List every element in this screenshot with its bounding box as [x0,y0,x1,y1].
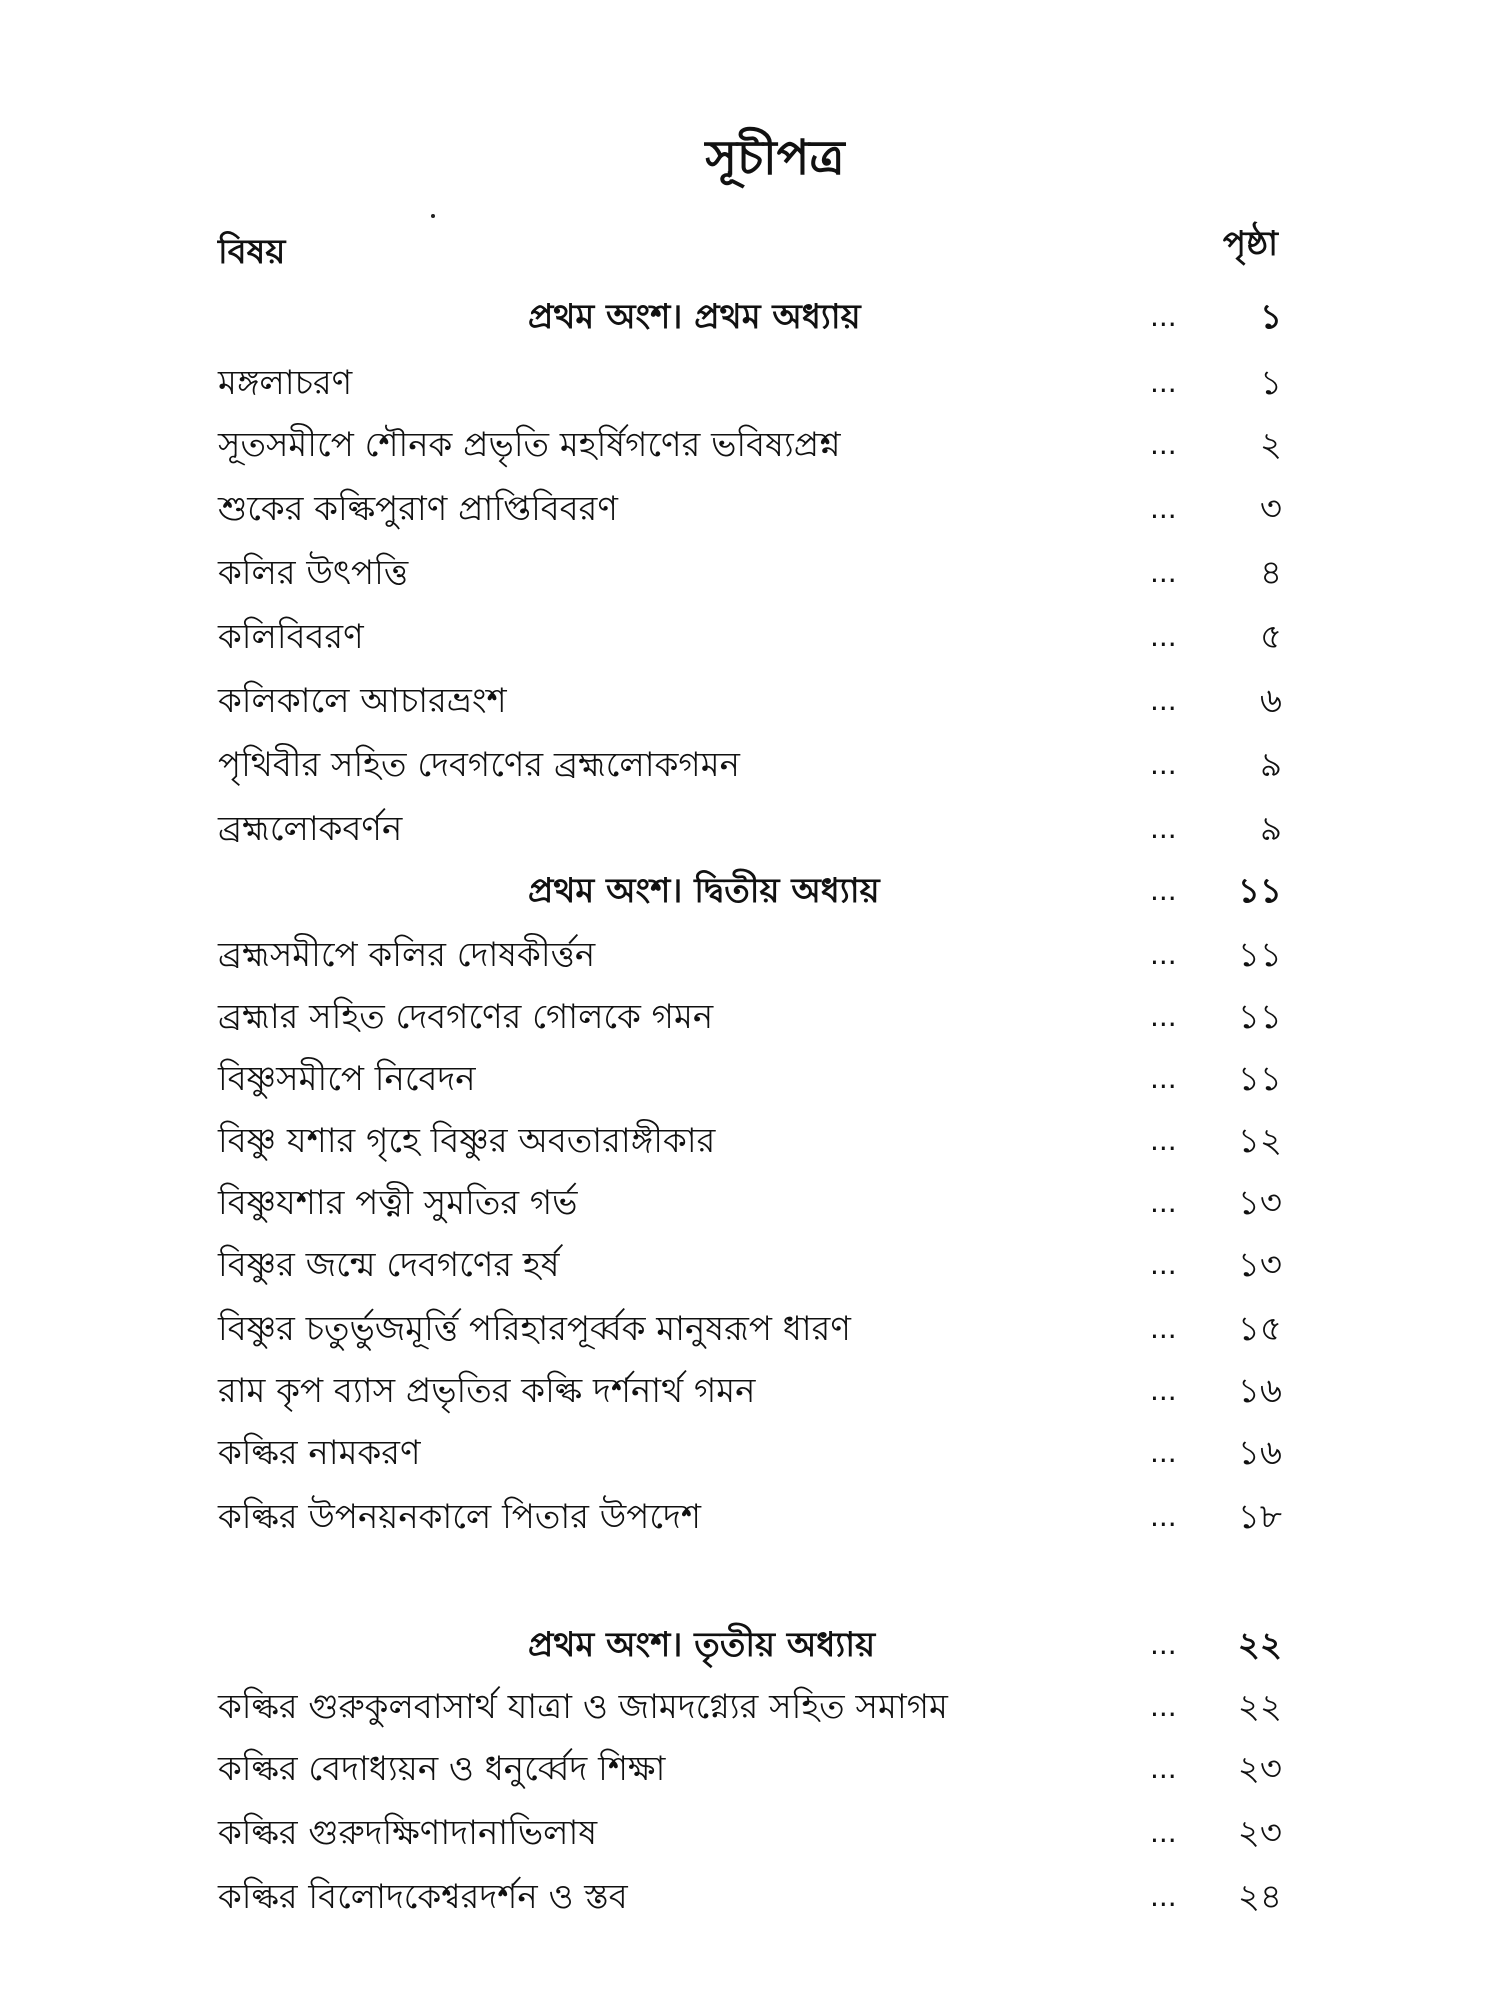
toc-entry [218,484,1282,534]
dot-leader: ... [1150,1062,1177,1095]
entry-title: বিষ্ণুর জন্মে দেবগণের হর্ষ [218,1245,560,1285]
toc-entry [218,1428,1282,1478]
toc-section-heading [218,866,1282,916]
entry-title: কল্কির উপনয়নকালে পিতার উপদেশ [218,1497,701,1537]
page-number: ৪ [1259,553,1282,593]
page-number: ৯ [1259,809,1282,849]
dot-leader: ... [1150,1690,1177,1723]
entry-title: বিষ্ণু যশার গৃহে বিষ্ণুর অবতারাঙ্গীকার [218,1121,716,1161]
page-number: ২৪ [1237,1877,1282,1917]
page-number: ১১ [1237,871,1282,911]
page-number: ১১ [1237,1059,1282,1099]
page-number: ১৮ [1237,1497,1282,1537]
toc-entry [218,1872,1282,1922]
page-number: ১২ [1237,1121,1282,1161]
page-number: ১ [1259,363,1282,403]
section-title: প্রথম অংশ। তৃতীয় অধ্যায় [528,1625,876,1665]
page-number: ১৬ [1237,1433,1282,1473]
dot-leader: ... [1150,1752,1177,1785]
dot-leader: ... [1150,366,1177,399]
toc-entry [218,548,1282,598]
dot-leader: ... [1150,748,1177,781]
page-number: ২৩ [1237,1813,1282,1853]
toc-entry [218,1366,1282,1416]
entry-title: পৃথিবীর সহিত দেবগণের ব্রহ্মলোকগমন [218,745,740,785]
dot-leader: ... [1150,556,1177,589]
dot-leader: ... [1150,1500,1177,1533]
toc-entry [218,992,1282,1042]
toc-entry [218,676,1282,726]
toc-entry [218,1116,1282,1166]
entry-title: মঙ্গলাচরণ [218,363,353,403]
page-number: ৯ [1259,745,1282,785]
entry-title: বিষ্ণুযশার পত্নী সুমতির গর্ভ [218,1183,578,1223]
entry-title: কলিকালে আচারভ্রংশ [218,681,507,721]
dot-leader: ... [1150,1312,1177,1345]
dot-leader: ... [1150,812,1177,845]
page-number: ১৬ [1237,1371,1282,1411]
page-title: সূচীপত্র [705,130,845,186]
entry-title: বিষ্ণুসমীপে নিবেদন [218,1059,476,1099]
entry-title: কল্কির গুরুদক্ষিণাদানাভিলাষ [218,1813,598,1853]
toc-entry [218,740,1282,790]
toc-section-heading [218,1620,1282,1670]
toc-entry [218,1492,1282,1542]
toc-entry [218,358,1282,408]
page-number: ২২ [1237,1687,1282,1727]
entry-title: কল্কির বেদাধ্যয়ন ও ধনুর্ব্বেদ শিক্ষা [218,1749,666,1789]
page-number: ১ [1259,297,1282,337]
page-number: ২৩ [1237,1749,1282,1789]
toc-entry [218,1304,1282,1354]
dot-leader: ... [1150,1186,1177,1219]
toc-entry [218,1054,1282,1104]
dot-leader: ... [1150,428,1177,461]
toc-section-heading [218,292,1282,342]
toc-entry [218,1240,1282,1290]
dot-leader: ... [1150,300,1177,333]
page-number: ২২ [1237,1625,1282,1665]
page-column-label: পৃষ্ঠা [1222,224,1278,264]
entry-title: কলিবিবরণ [218,617,364,657]
entry-title: রাম কৃপ ব্যাস প্রভৃতির কল্কি দর্শনার্থ গমন [218,1371,756,1411]
entry-title: সূতসমীপে শৌনক প্রভৃতি মহর্ষিগণের ভবিষ্যপ্রশ্ন [218,425,841,465]
toc-entry [218,1808,1282,1858]
page-number: ১৩ [1237,1183,1282,1223]
dot-leader: ... [1150,874,1177,907]
entry-title: কলির উৎপত্তি [218,553,409,593]
toc-entry [218,1178,1282,1228]
dot-leader: ... [1150,1880,1177,1913]
toc-entry [218,1682,1282,1732]
dot-leader: ... [1150,684,1177,717]
dot-leader: ... [1150,492,1177,525]
page-number: ১১ [1237,935,1282,975]
subject-column-label: বিষয় [218,232,286,272]
toc-entry [218,612,1282,662]
dot-leader: ... [1150,1374,1177,1407]
entry-title: ব্রহ্মার সহিত দেবগণের গোলকে গমন [218,997,714,1037]
dot-leader: ... [1150,938,1177,971]
toc-entry [218,930,1282,980]
page-number: ৫ [1259,617,1282,657]
entry-title: কল্কির নামকরণ [218,1433,421,1473]
entry-title: কল্কির বিলোদকেশ্বরদর্শন ও স্তব [218,1877,628,1917]
dot-leader: ... [1150,620,1177,653]
section-title: প্রথম অংশ। দ্বিতীয় অধ্যায় [528,871,880,911]
page-number: ১৫ [1237,1309,1282,1349]
dot-leader: ... [1150,1000,1177,1033]
entry-title: শুকের কল্কিপুরাণ প্রাপ্তিবিবরণ [218,489,618,529]
dot-leader: ... [1150,1248,1177,1281]
entry-title: কল্কির গুরুকুলবাসার্থ যাত্রা ও জামদগ্ন্যের সহিত সমাগম [218,1687,948,1727]
page-number: ৩ [1259,489,1282,529]
entry-title: বিষ্ণুর চতুর্ভুজমূর্ত্তি পরিহারপূর্ব্বক মানুষরূপ ধারণ [218,1309,851,1349]
dot-leader: ... [1150,1124,1177,1157]
page-number: ১১ [1237,997,1282,1037]
dot-leader: ... [1150,1436,1177,1469]
entry-title: ব্রহ্মলোকবর্ণন [218,809,403,849]
toc-entry [218,1744,1282,1794]
section-title: প্রথম অংশ। প্রথম অধ্যায় [528,297,861,337]
entry-title: ব্রহ্মসমীপে কলির দোষকীর্ত্তন [218,935,596,975]
toc-entry [218,420,1282,470]
dot-leader: ... [1150,1628,1177,1661]
page-number: ১৩ [1237,1245,1282,1285]
page-number: ২ [1259,425,1282,465]
page-number: ৬ [1259,681,1282,721]
dot-leader: ... [1150,1816,1177,1849]
toc-entry [218,804,1282,854]
